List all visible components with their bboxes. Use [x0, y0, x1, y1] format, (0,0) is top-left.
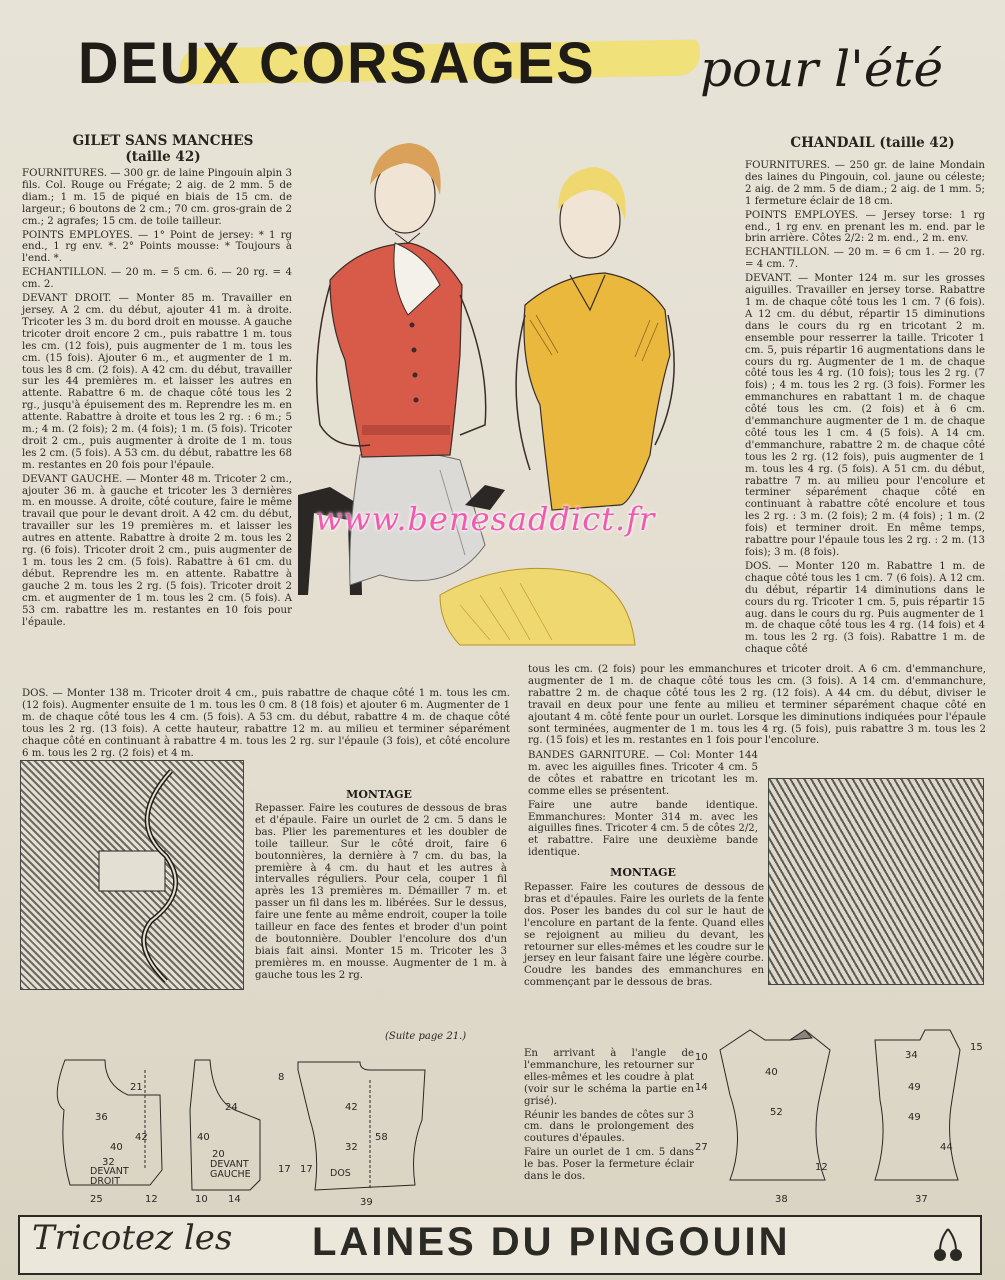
chandail-montage-p4: Faire un ourlet de 1 cm. 5 dans le bas. Poser la fermeture éclair dans le dos. — [524, 1147, 694, 1183]
chandail-echantillon: ECHANTILLON. — 20 m. = 6 cm 1. — 20 rg. = 4 cm. 7. — [745, 247, 985, 271]
chandail-text-column — [745, 160, 985, 658]
dg-dim-20: 20 — [212, 1149, 225, 1160]
cd-dim-14: 14 — [695, 1082, 708, 1093]
cherry-logo-icon — [930, 1225, 966, 1265]
cdos-dim-37: 37 — [915, 1194, 928, 1205]
chandail-title: CHANDAIL (taille 42) — [790, 135, 955, 151]
dos-dim-39: 39 — [360, 1197, 373, 1208]
gilet-pattern-schemas — [30, 1050, 430, 1210]
dd-dim-36: 36 — [95, 1112, 108, 1123]
dd-dim-42: 42 — [135, 1132, 148, 1143]
dd-label-2: DROIT — [90, 1176, 120, 1187]
gilet-title: GILET SANS MANCHES — [72, 133, 254, 149]
cdos-dim-44: 44 — [940, 1142, 953, 1153]
chandail-fournitures: FOURNITURES. — 250 gr. de laine Mondain des laines du Pingouin, col. jaune ou céleste; 2 aig. de 2 mm. 5 de diam.; 2 aig. de 1 mm. 5; 1 fermeture éclair de 18 cm. — [745, 160, 985, 207]
dg-label-1: DEVANT — [210, 1159, 249, 1170]
chandail-montage-2 — [524, 1048, 694, 1185]
gilet-montage-title: MONTAGE — [346, 788, 412, 801]
knit-swatch-chandail — [768, 778, 984, 985]
dos-dim-17: 17 — [300, 1164, 313, 1175]
chandail-points: POINTS EMPLOYES. — Jersey torse: 1 rg end., 1 rg env. en prenant les m. end. par le brin arrière. Côtes 2/2: 2 m. end., 2 m. env. — [745, 209, 985, 245]
gilet-suite: (Suite page 21.) — [385, 1031, 467, 1042]
cdos-dim-34: 34 — [905, 1050, 918, 1061]
chandail-bandes — [528, 750, 758, 861]
gilet-text-column — [22, 168, 292, 630]
dg-dim-24: 24 — [225, 1102, 238, 1113]
dg-dim-17: 17 — [278, 1164, 291, 1175]
gilet-size: (taille 42) — [125, 149, 201, 165]
page-subtitle: pour l'été — [700, 40, 944, 98]
chandail-dos: DOS. — Monter 120 m. Rabattre 1 m. de chaque côté tous les 1 cm. 7 (6 fois). A 12 cm. du début, répartir 14 diminutions dans le cours du rg. Tricoter 1 cm. 5, puis répartir 15 aug. dans le cours du rg. Puis augmenter de 1 m. de chaque côté tous les 4 rg. (14 fois) et 4 m. tous les 2 rg. (3 fois). Rabattre 1 m. de chaque côté — [745, 560, 985, 656]
chandail-dos-suite: tous les cm. (2 fois) pour les emmanchures et tricoter droit. A 6 cm. d'emmanchure, augmenter de 1 m. de chaque côté tous les cm. (3 fois). A 14 cm. d'emmanchure, rabattre 2 m. de chaque côté tous les 2 rg. (12 fois). A 44 cm. du début, diviser le travail en deux pour une fente au milieu et terminer séparément chaque côté en ajoutant 4 m. côté fente pour un ourlet. Lorsque les diminutions indiquées pour l'épaule sont terminées, augmenter de 1 m. tous les 4 rg. (5 fois), puis rabattre 3 m. tous les 2 rg. (15 fois) et les m. restantes en 1 fois pour l'encolure. — [528, 664, 986, 747]
chandail-continuation — [528, 664, 986, 749]
dg-dim-40: 40 — [197, 1132, 210, 1143]
gilet-dos: DOS. — Monter 138 m. Tricoter droit 4 cm., puis rabattre de chaque côté 1 m. tous les cm. (12 fois). Augmenter ensuite de 1 m. tous les 0 cm. 8 (18 fois) et ajouter 6 m. Augmenter de 1 m. de chaque côté tous les 4 cm. (5 fois). A 53 cm. du début, rabattre 4 m. de chaque côté tous les 2 rg. (13 fois). A cette hauteur, rabattre 12 m. au milieu et terminer séparément chaque côté en continuant à rabattre 4 m. tous les 2 rg. sur l'épaule (3 fois), et côté encolure 6 m. tous les 2 rg. (2 fois) et 4 m. — [22, 688, 510, 759]
gilet-echantillon: ECHANTILLON. — 20 m. = 5 cm. 6. — 20 rg. = 4 cm. 2. — [22, 267, 292, 291]
dd-dim-12: 12 — [145, 1194, 158, 1205]
dos-label: DOS — [330, 1168, 351, 1179]
chandail-montage-title: MONTAGE — [610, 866, 676, 879]
cd-dim-38: 38 — [775, 1194, 788, 1205]
cd-dim-52: 52 — [770, 1107, 783, 1118]
cd-dim-40: 40 — [765, 1067, 778, 1078]
dg-dim-14: 14 — [228, 1194, 241, 1205]
dd-dim-25: 25 — [90, 1194, 103, 1205]
chandail-montage-p2: En arrivant à l'angle de l'emmanchure, les retourner sur elles-mêmes et les coudre à plat (voir sur le schéma la partie en grisé). — [524, 1048, 694, 1107]
chandail-bandes-col: BANDES GARNITURE. — Col: Monter 144 m. avec les aiguilles fines. Tricoter 4 cm. 5 de côtes et rabattre en tricotant les m. comme elles se présentent. — [528, 750, 758, 797]
cdos-dim-49a: 49 — [908, 1082, 921, 1093]
chandail-montage-p3: Réunir les bandes de côtes sur 3 cm. dans le prolongement des coutures d'épaules. — [524, 1109, 694, 1145]
dd-dim-21: 21 — [130, 1082, 143, 1093]
gilet-devant-droit: DEVANT DROIT. — Monter 85 m. Travailler en jersey. A 2 cm. du début, ajouter 41 m. à droite. Tricoter les 3 m. du bord droit en mousse. A gauche tricoter droit encore 2 cm., puis rabattre 1 m. tous les cm. (12 fois), puis augmenter de 1 m. tous les cm. (15 fois). Ajouter 6 m., et augmenter de 1 m. tous les 8 cm. (2 fois). A 42 cm. du début, travailler sur les 44 premières m. et laisser les autres en attente. Rabattre 6 m. de chaque côté tous les 2 rg., jusqu'à épuisement des m. Reprendre les m. en attente. Rabattre à droite et tous les 2 rg. : 6 m.; 5 m.; 4 m. (2 fois); 2 m. (4 fois); 1 m. (5 fois). Tricoter droit 2 cm., puis augmenter à droite de 1 m. tous les 2 cm. (5 fois). A 53 cm. du début, rabattre les 68 m. restantes en 20 fois pour l'épaule. — [22, 293, 292, 471]
gilet-fournitures: FOURNITURES. — 300 gr. de laine Pingouin alpin 3 fils. Col. Rouge ou Frégate; 2 aig. de 2 mm. 5 de diam.; 1 m. 15 de piqué en biais de 15 cm. de largeur.; 6 boutons de 2 cm.; 70 cm. gros-grain de 2 cm.; 2 agrafes; 15 cm. de toile tailleur. — [22, 168, 292, 227]
fashion-illustration — [290, 125, 720, 665]
cd-dim-27: 27 — [695, 1142, 708, 1153]
dd-dim-32: 32 — [102, 1157, 115, 1168]
dos-dim-8: 8 — [278, 1072, 285, 1083]
dg-dim-10: 10 — [195, 1194, 208, 1205]
cd-dim-10: 10 — [695, 1052, 708, 1063]
dd-label-1: DEVANT — [90, 1166, 129, 1177]
cdos-dim-49b: 49 — [908, 1112, 921, 1123]
gilet-devant-gauche: DEVANT GAUCHE. — Monter 48 m. Tricoter 2 cm., ajouter 36 m. à gauche et tricoter les 3 dernières m. en mousse. A droite, côté couture, faire le même travail que pour le devant droit. A 42 cm. du début, travailler sur les 19 premières m. et laisser les autres en attente. Rabattre à droite 2 m. tous les 2 rg. (6 fois). Tricoter droit 2 cm., puis augmenter de 1 m. tous les 2 cm. (5 fois). Rabattre à 61 cm. du début. Reprendre les m. en attente. Rabattre à gauche 2 m. tous les 2 rg. (5 fois). Tricoter droit 2 cm. et augmenter de 1 m. tous les 2 cm. (5 fois). A 53 cm. rabattre les m. restantes en 10 fois pour l'épaule. — [22, 473, 292, 628]
dos-dim-42: 42 — [345, 1102, 358, 1113]
knit-swatch-gilet — [20, 760, 244, 990]
dg-label-2: GAUCHE — [210, 1169, 251, 1180]
dos-dim-32: 32 — [345, 1142, 358, 1153]
footer-brand: LAINES DU PINGOUIN — [312, 1220, 791, 1264]
cdos-dim-15: 15 — [970, 1042, 983, 1053]
footer-tagline: Tricotez les — [32, 1218, 233, 1258]
dd-dim-40: 40 — [110, 1142, 123, 1153]
cd-dim-12: 12 — [815, 1162, 828, 1173]
page-title: DEUX CORSAGES — [78, 29, 596, 96]
chandail-devant: DEVANT. — Monter 124 m. sur les grosses aiguilles. Travailler en jersey torse. Rabattre 1 m. de chaque côté tous les 1 cm. 7 (6 fois). A 12 cm. du début, répartir 15 diminutions dans le cours du rg en tricotant 2 m. ensemble pour resserrer la taille. Tricoter 1 cm. 5, puis répartir 16 augmentations dans le cours du rg. Augmenter de 1 m. de chaque côté tous les 4 rg. (10 fois); tous les 2 rg. (7 fois) ; 4 m. tous les 2 rg. (3 fois). Former les emmanchures en rabattant 1 m. de chaque côté tous les cm. (2 fois) et à 6 cm. d'emmanchure augmenter de 1 m. de chaque côté tous les 1 cm. 4 (5 fois). A 14 cm. d'emmanchure, rabattre 2 m. de chaque côté tous les 2 rg. (12 fois), puis augmenter de 1 m. tous les 4 rg. (5 fois). A 51 cm. du début, rabattre 7 m. au milieu pour l'encolure et terminer séparément chaque côté en continuant à rabattre côté encolure et tous les 2 rg. : 3 m. (2 fois); 2 m. (4 fois) ; 1 m. (2 fois) et terminer droit. En même temps, rabattre pour l'épaule tous les 2 rg. : 2 m. (13 fois); 3 m. (8 fois). — [745, 273, 985, 558]
buttonhole-detail-icon — [21, 761, 243, 989]
chandail-bandes-emmanchures: Faire une autre bande identique. Emmanchures: Monter 314 m. avec les aiguilles fines. Tricoter 4 cm. 5 de côtes 2/2, et rabattre. Faire une deuxième bande identique. — [528, 799, 758, 859]
watermark-text: www.benesaddict.fr — [315, 500, 656, 538]
gilet-montage: Repasser. Faire les coutures de dessous de bras et d'épaule. Faire un ourlet de 2 cm. 5 dans le bas. Plier les parementures et les doubler de toile tailleur. Sur le côté droit, faire 6 boutonnières, la dernière à 7 cm. du bas, la première à 4 cm. du haut et les autres à intervalles réguliers. Pour cela, couper 1 fil après les 13 premières m. Démailler 7 m. et passer un fil dans les m. libérées. Sur le dessus, faire une fente au même endroit, couper la toile tailleur en face des fentes et broder d'un point de boutonnière. Doubler l'encolure dos d'un biais fait ainsi. Monter 15 m. Tricoter les 3 premières m. en mousse. Augmenter de 1 m. à gauche tous les 2 rg. — [255, 803, 507, 981]
dos-dim-58: 58 — [375, 1132, 388, 1143]
chandail-montage — [524, 882, 764, 991]
chandail-pattern-schemas — [690, 1020, 990, 1210]
chandail-montage-p1: Repasser. Faire les coutures de dessous de bras et d'épaules. Faire les ourlets de la fente dos. Poser les bandes du col sur le haut de l'encolure en partant de la fente. Quand elles se rejoignent au milieu du devant, les retourner sur elles-mêmes et les coudre sur le jersey en leur faisant faire une légère courbe. Coudre les bandes des emmanchures en commençant par le dessous de bras. — [524, 882, 764, 989]
gilet-points: POINTS EMPLOYES. — 1° Point de jersey: * 1 rg end., 1 rg env. *. 2° Points mousse: * Toujours à l'end. *. — [22, 229, 292, 265]
